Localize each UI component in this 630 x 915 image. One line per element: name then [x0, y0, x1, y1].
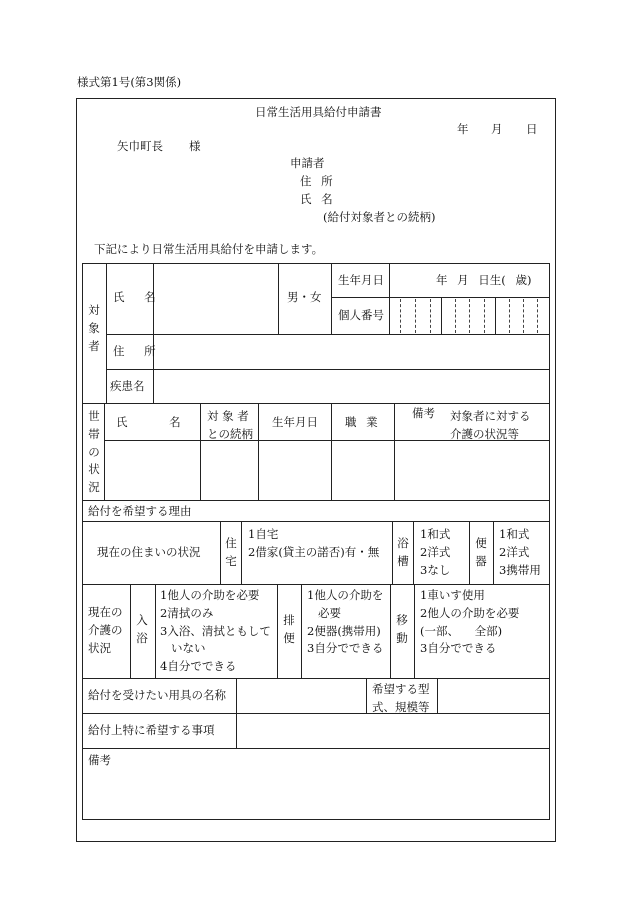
- toilet-label: 便 器: [475, 536, 487, 568]
- addressee-name: 矢巾町長: [117, 139, 163, 153]
- applicant-label: 申請者: [290, 156, 325, 170]
- subject-name-label: 氏 名: [113, 290, 164, 304]
- form-title: 日常生活用具給付申請書: [255, 105, 382, 119]
- form-number: 様式第1号(第3関係): [77, 75, 182, 89]
- remarks-label: 備考: [88, 753, 111, 767]
- subject-birth-label: 生年月日: [338, 273, 384, 287]
- household-col-note-detail: 対象者に対する 介護の状況等: [450, 409, 531, 441]
- applicant-name-label: 氏 名: [300, 192, 336, 206]
- care-label: 現在の 介護の 状況: [88, 605, 123, 655]
- subject-birth-value: 年 月 日生( 歳): [436, 273, 532, 287]
- household-col-relation: 対 象 者 との続柄: [207, 409, 253, 441]
- household-col-job: 職 業: [345, 415, 378, 429]
- mobility-label: 移 動: [396, 613, 408, 645]
- special-request-label: 給付上特に希望する事項: [88, 723, 215, 737]
- equipment-label: 給付を受けたい用具の名称: [88, 688, 226, 702]
- household-col-name: 氏 名: [116, 415, 181, 429]
- applicant-address-label: 住 所: [300, 174, 336, 188]
- reason-label: 給付を希望する理由: [88, 504, 192, 518]
- bath-options: 1和式 2洋式 3なし: [420, 527, 451, 577]
- house-options: 1自宅 2借家(貸主の諾否)有・無: [248, 527, 380, 559]
- excretion-options: 1他人の介助を 必要 2便器(携帯用) 3自分でできる: [307, 588, 384, 656]
- bathing-options: 1他人の介助を必要 2清拭のみ 3入浴、清拭ともして いない 4自分でできる: [160, 588, 271, 674]
- subject-section-label: 対 象 者: [88, 303, 100, 353]
- bath-label: 浴 槽: [397, 536, 409, 568]
- intro-text: 下記により日常生活用具給付を申請します。: [94, 242, 324, 256]
- housing-label: 現在の住まいの状況: [97, 545, 201, 559]
- household-section-label: 世 帯 の 状 況: [88, 409, 100, 495]
- household-col-note-label: 備考: [412, 406, 435, 420]
- date-month: 月: [491, 122, 503, 136]
- mobility-options: 1車いす使用 2他人の介助を必要 (一部、 全部) 3自分でできる: [420, 588, 520, 656]
- subject-id-label: 個人番号: [338, 308, 384, 322]
- excretion-label: 排 便: [283, 613, 295, 645]
- subject-disease-label: 疾患名: [110, 379, 145, 393]
- toilet-options: 1和式 2洋式 3携帯用: [499, 527, 541, 577]
- subject-address-label: 住 所: [113, 344, 164, 358]
- household-col-birth: 生年月日: [272, 415, 318, 429]
- bathing-label: 入 浴: [136, 613, 148, 645]
- subject-gender-options: 男・女: [287, 290, 322, 304]
- date-day: 日: [526, 122, 538, 136]
- model-label: 希望する型 式、規模等: [372, 682, 430, 714]
- house-label: 住 宅: [225, 536, 237, 568]
- applicant-relation-note: (給付対象者との続柄): [323, 210, 436, 224]
- addressee-honorific: 様: [189, 139, 201, 153]
- date-year: 年: [457, 122, 469, 136]
